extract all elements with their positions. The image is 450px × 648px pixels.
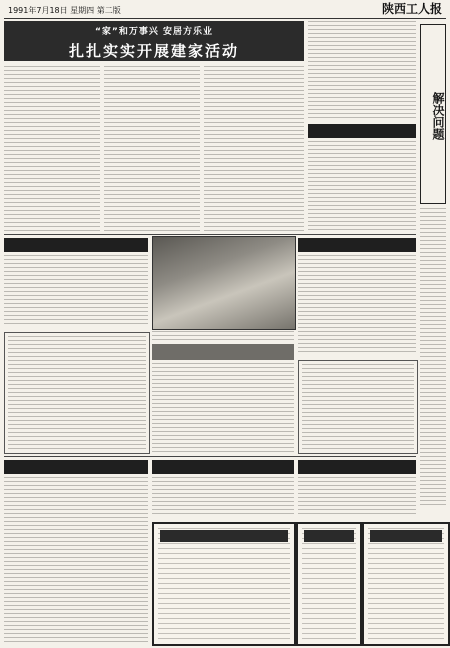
lead-article-col-3 [204,66,304,232]
section-rule-1 [4,234,416,235]
advertisement-1 [152,522,296,646]
lower-right-body [298,477,416,517]
lead-kicker: “家”和万事兴 安居方乐业 [95,27,213,37]
center-story-body [152,363,294,453]
section-rule-2 [4,456,416,457]
left-story-subhead [4,238,148,252]
lower-center-subhead [152,460,294,474]
lower-right-subhead [298,460,416,474]
advertisement-2 [296,522,362,646]
top-bar [4,4,446,19]
photo-caption [152,331,294,341]
upper-right-article [308,21,416,121]
right-boxed-story [298,360,418,454]
masthead: 陕西工人报 [381,2,442,16]
news-photo [152,236,296,330]
lead-article-col-2 [104,66,200,232]
lower-center-body [152,477,294,517]
upper-right-subhead [308,124,416,138]
far-right-article [420,208,446,508]
lead-headline-band [4,21,304,61]
advertisement-3 [362,522,450,646]
date-line: 1991年7月18日 星期四 第二版 [8,6,121,15]
lower-left-subhead [4,460,148,474]
lead-headline: 扎扎实实开展建家活动 [68,42,239,60]
left-boxed-story [4,332,150,454]
center-story-subhead [152,344,294,360]
right-story-subhead [298,238,416,252]
right-story-body [298,255,416,355]
lead-article-col-1 [4,66,100,232]
vertical-headline: 解决问题 [420,24,446,204]
lower-left-body [4,477,148,643]
upper-right-article-2 [308,141,416,231]
left-story-body [4,255,148,327]
